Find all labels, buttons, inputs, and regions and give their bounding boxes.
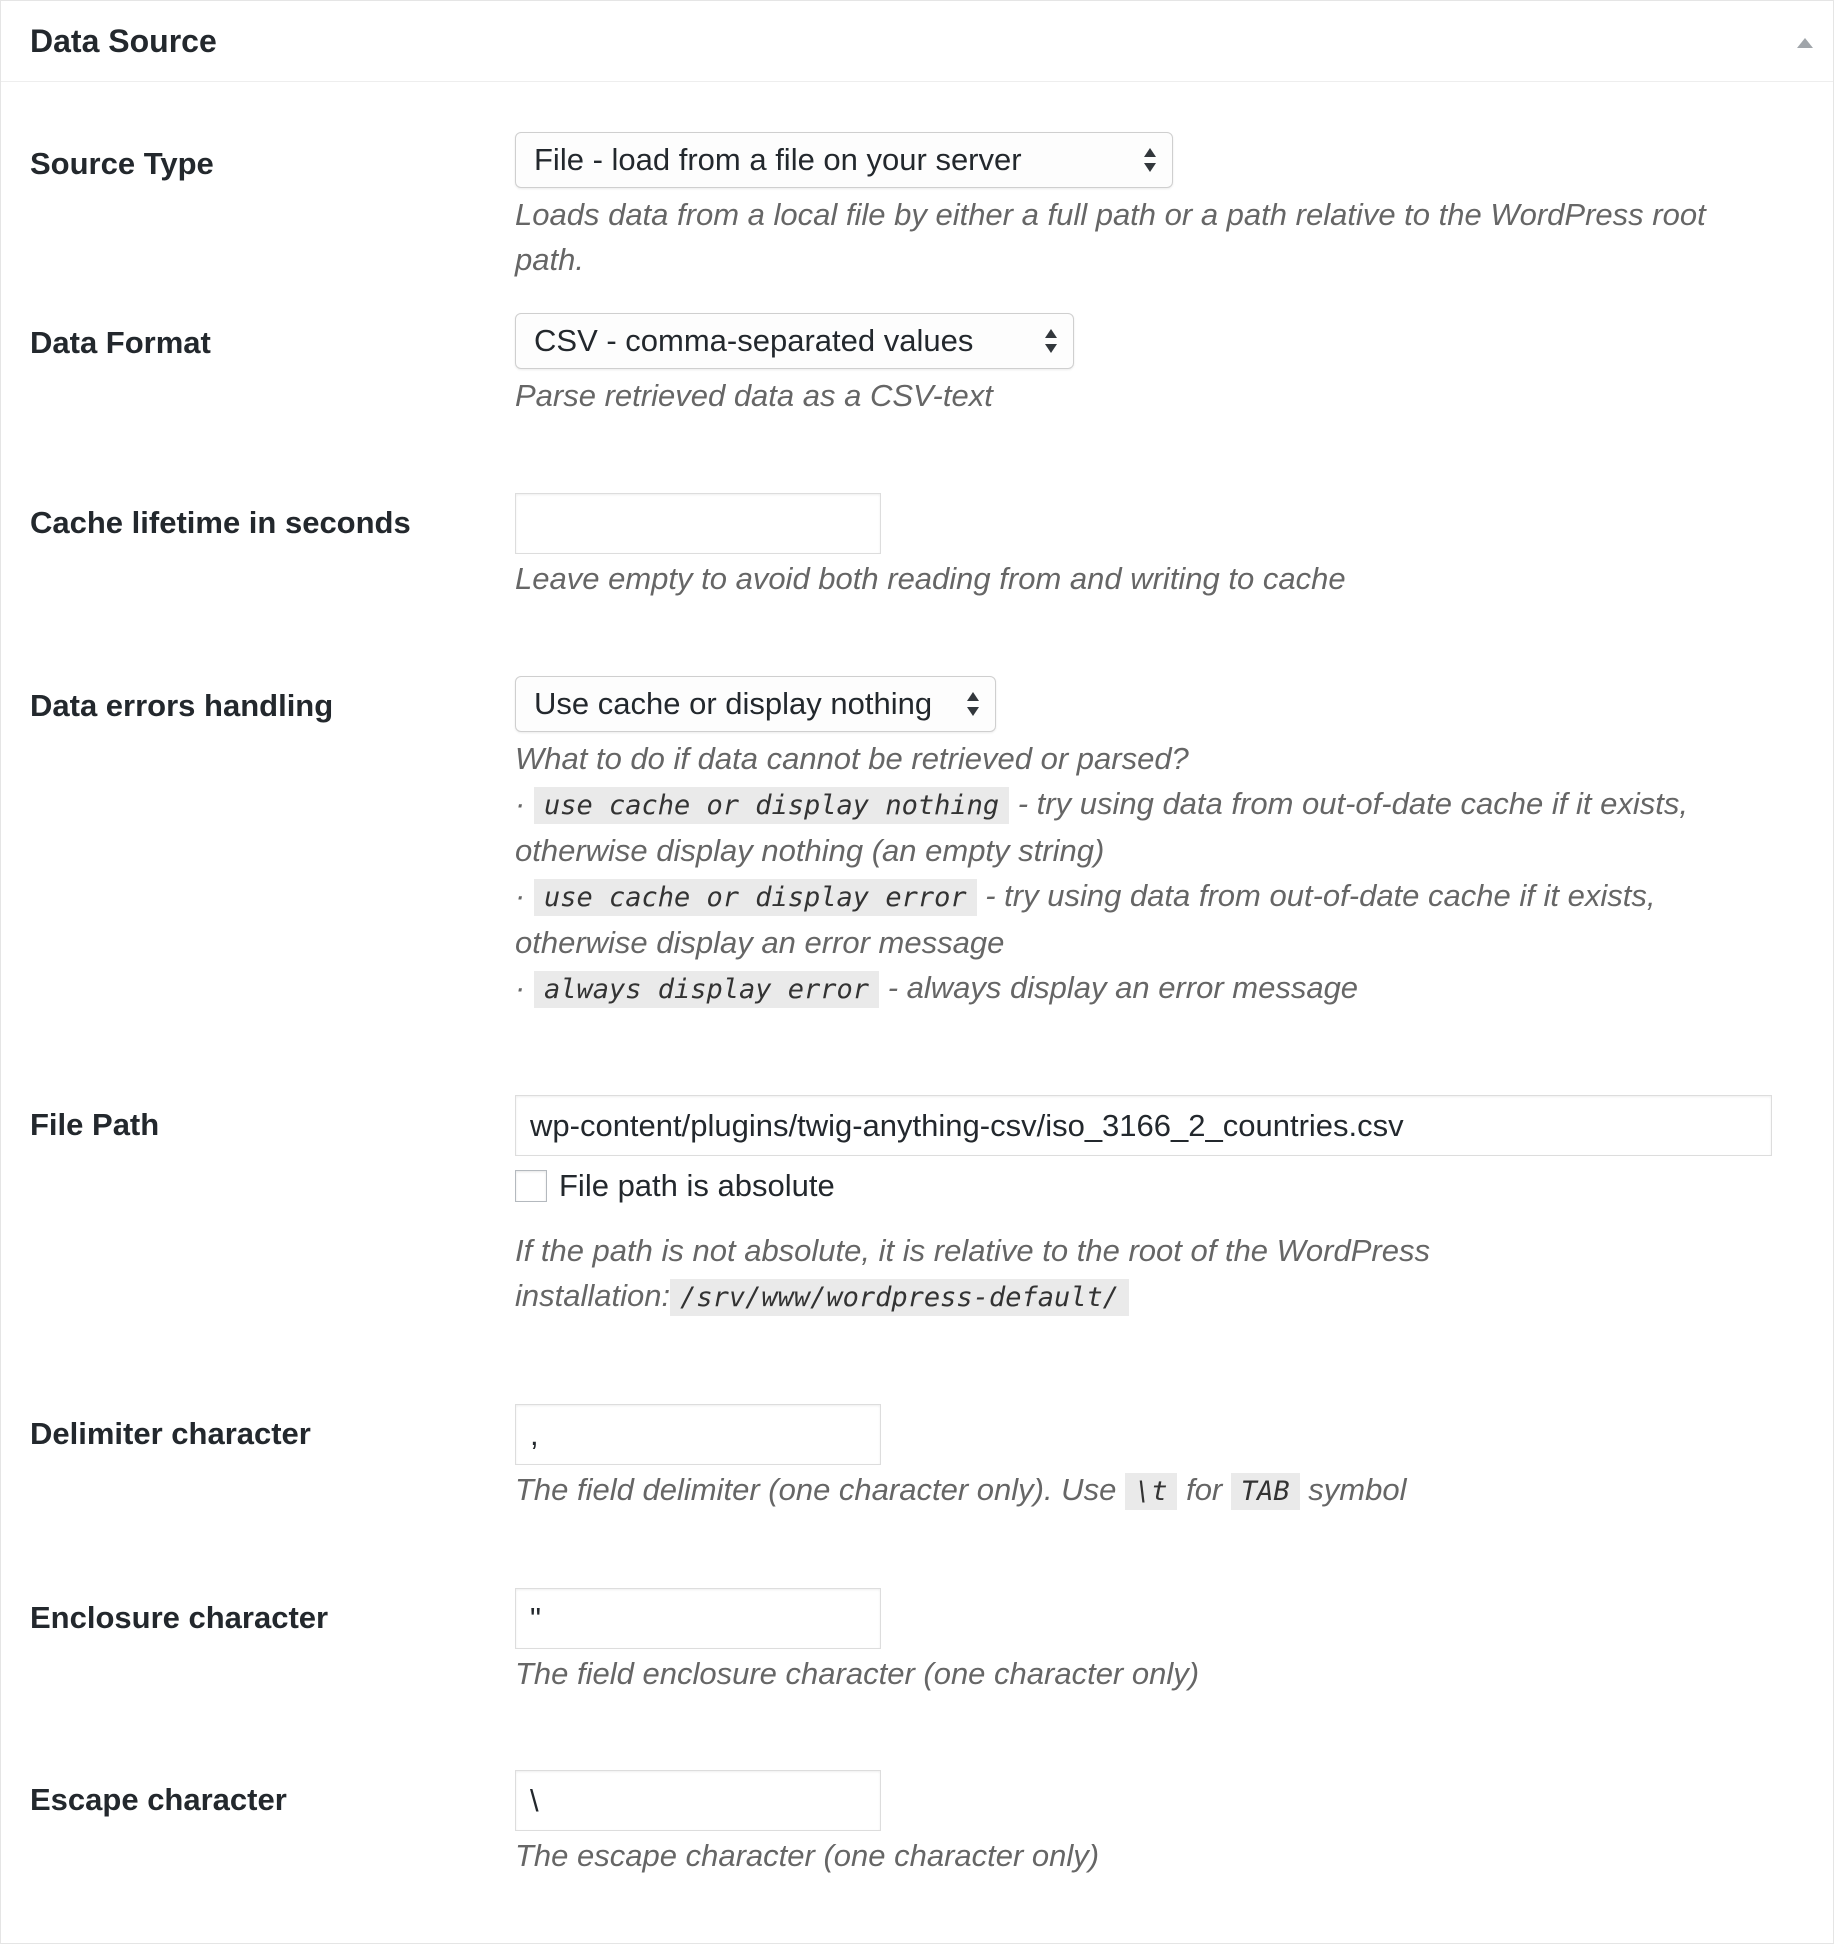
delimiter-label: Delimiter character: [30, 1416, 311, 1451]
file-path-description: [515, 1228, 1783, 1320]
file-path-desc-prefix: installation:: [515, 1278, 671, 1313]
enclosure-field: [515, 1588, 1783, 1696]
data-format-description: Parse retrieved data as a CSV-text: [515, 378, 993, 413]
escape-description: The escape character (one character only): [515, 1838, 1100, 1873]
tab-name-code: TAB: [1231, 1473, 1300, 1510]
cache-lifetime-label: Cache lifetime in seconds: [30, 505, 411, 540]
errors-handling-select[interactable]: [515, 676, 996, 732]
panel-header[interactable]: [1, 1, 1833, 82]
data-format-label: Data Format: [30, 325, 211, 360]
errors-option-item: [515, 873, 1783, 965]
delimiter-field: [515, 1404, 1783, 1514]
source-type-label: Source Type: [30, 146, 214, 181]
enclosure-input[interactable]: [515, 1588, 881, 1649]
option-code: use cache or display error: [534, 879, 977, 916]
bullet: ·: [515, 786, 526, 821]
panel-title: Data Source: [30, 23, 217, 59]
delimiter-description: [515, 1467, 1783, 1514]
triangle-up-icon: [1785, 23, 1825, 63]
enclosure-description: The field enclosure character (one character only): [515, 1656, 1200, 1691]
file-path-field: [515, 1095, 1783, 1320]
select-arrows-icon: [1142, 146, 1158, 174]
source-type-field: [515, 132, 1783, 282]
escape-input[interactable]: [515, 1770, 881, 1831]
cache-lifetime-description: Leave empty to avoid both reading from and writing to cache: [515, 561, 1346, 596]
cache-lifetime-field: [515, 493, 1783, 601]
errors-option-item: [515, 781, 1783, 873]
absolute-path-checkbox-row[interactable]: [515, 1164, 1783, 1208]
delimiter-desc-middle: for: [1186, 1472, 1223, 1507]
data-format-selected: CSV - comma-separated values: [534, 323, 974, 358]
errors-handling-label: Data errors handling: [30, 688, 334, 723]
file-path-label: File Path: [30, 1107, 160, 1142]
option-code: use cache or display nothing: [534, 787, 1009, 824]
source-type-select[interactable]: [515, 132, 1173, 188]
select-arrows-icon: [965, 690, 981, 718]
escape-label: Escape character: [30, 1782, 287, 1817]
bullet: ·: [515, 970, 526, 1005]
source-type-description: Loads data from a local file by either a full path or a path relative to the WordPress root path.: [515, 197, 1706, 277]
absolute-path-checkbox-label[interactable]: File path is absolute: [559, 1168, 835, 1203]
escape-field: [515, 1770, 1783, 1878]
delimiter-desc-suffix: symbol: [1308, 1472, 1407, 1507]
panel-toggle-button[interactable]: [1785, 23, 1825, 63]
root-path-code: /srv/www/wordpress-default/: [670, 1279, 1129, 1316]
source-type-selected: File - load from a file on your server: [534, 142, 1022, 177]
errors-handling-description: [515, 736, 1783, 1012]
errors-option-item: [515, 965, 1783, 1012]
file-path-desc-line2: [515, 1273, 1783, 1320]
tab-escape-code: \t: [1125, 1473, 1178, 1510]
option-text: - try using data from out-of-date cache if it exists, otherwise display nothing (an empty string): [515, 786, 1688, 868]
bullet: ·: [515, 878, 526, 913]
option-text: - always display an error message: [887, 970, 1359, 1005]
cache-lifetime-input[interactable]: [515, 493, 881, 554]
data-format-field: [515, 313, 1783, 418]
select-arrows-icon: [1043, 327, 1059, 355]
option-code: always display error: [534, 971, 879, 1008]
file-path-input[interactable]: [515, 1095, 1772, 1156]
errors-handling-intro: What to do if data cannot be retrieved or parsed?: [515, 741, 1189, 776]
file-path-desc-line1: If the path is not absolute, it is relative to the root of the WordPress: [515, 1233, 1430, 1268]
option-text: - try using data from out-of-date cache if it exists, otherwise display an error message: [515, 878, 1656, 960]
delimiter-input[interactable]: [515, 1404, 881, 1465]
data-format-select[interactable]: [515, 313, 1074, 369]
errors-handling-selected: Use cache or display nothing: [534, 686, 933, 721]
errors-handling-field: [515, 676, 1783, 1012]
enclosure-label: Enclosure character: [30, 1600, 329, 1635]
delimiter-desc-prefix: The field delimiter (one character only). Use: [515, 1472, 1117, 1507]
absolute-path-checkbox[interactable]: [515, 1170, 547, 1202]
